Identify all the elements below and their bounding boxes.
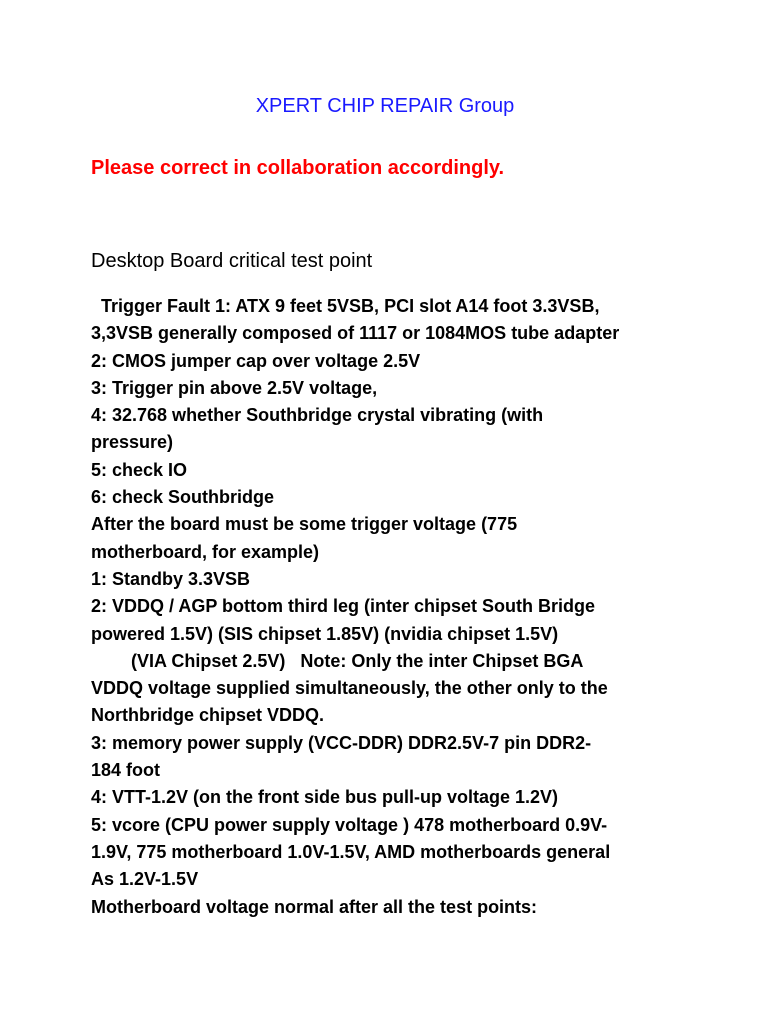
body-line: 6: check Southbridge [91, 487, 275, 508]
body-line: 5: check IO [91, 459, 188, 480]
document-title [0, 94, 768, 118]
body-line: 184 foot [91, 760, 161, 781]
body-line: 1.9V, 775 motherboard 1.0V-1.5V, AMD motherboards general [91, 841, 611, 862]
body-line: As 1.2V-1.5V [91, 869, 199, 890]
body-line: powered 1.5V) (SIS chipset 1.85V) (nvidia chipset 1.5V) [91, 623, 559, 644]
body-line: pressure) [91, 432, 174, 453]
section-heading: Desktop Board critical test point [91, 250, 373, 272]
test-point-body [91, 293, 691, 921]
body-line: 2: VDDQ / AGP bottom third leg (inter chipset South Bridge [91, 596, 596, 617]
body-line: 2: CMOS jumper cap over voltage 2.5V [91, 350, 421, 371]
body-line: 3: memory power supply (VCC-DDR) DDR2.5V-7 pin DDR2- [91, 732, 592, 753]
body-line: 4: 32.768 whether Southbridge crystal vibrating (with [91, 405, 544, 426]
collaboration-notice: Please correct in collaboration accordingly. [91, 157, 505, 179]
body-line: VDDQ voltage supplied simultaneously, the other only to the [91, 678, 608, 699]
body-line: After the board must be some trigger voltage (775 [91, 514, 518, 535]
body-line: Trigger Fault 1: ATX 9 feet 5VSB, PCI slot A14 foot 3.3VSB, [91, 296, 600, 316]
body-line: Motherboard voltage normal after all the test points: [91, 896, 538, 917]
body-line: motherboard, for example) [91, 541, 320, 562]
body-line: 5: vcore (CPU power supply voltage ) 478 motherboard 0.9V- [91, 814, 608, 835]
body-line: 3,3VSB generally composed of 1117 or 1084MOS tube adapter [91, 323, 620, 344]
body-line: 4: VTT-1.2V (on the front side bus pull-up voltage 1.2V) [91, 787, 559, 808]
body-line: Northbridge chipset VDDQ. [91, 705, 325, 726]
body-line: (VIA Chipset 2.5V) Note: Only the inter Chipset BGA [91, 650, 584, 671]
body-line: 3: Trigger pin above 2.5V voltage, [91, 377, 378, 398]
body-line: 1: Standby 3.3VSB [91, 568, 251, 589]
document-title-text: XPERT CHIP REPAIR Group [255, 95, 515, 117]
